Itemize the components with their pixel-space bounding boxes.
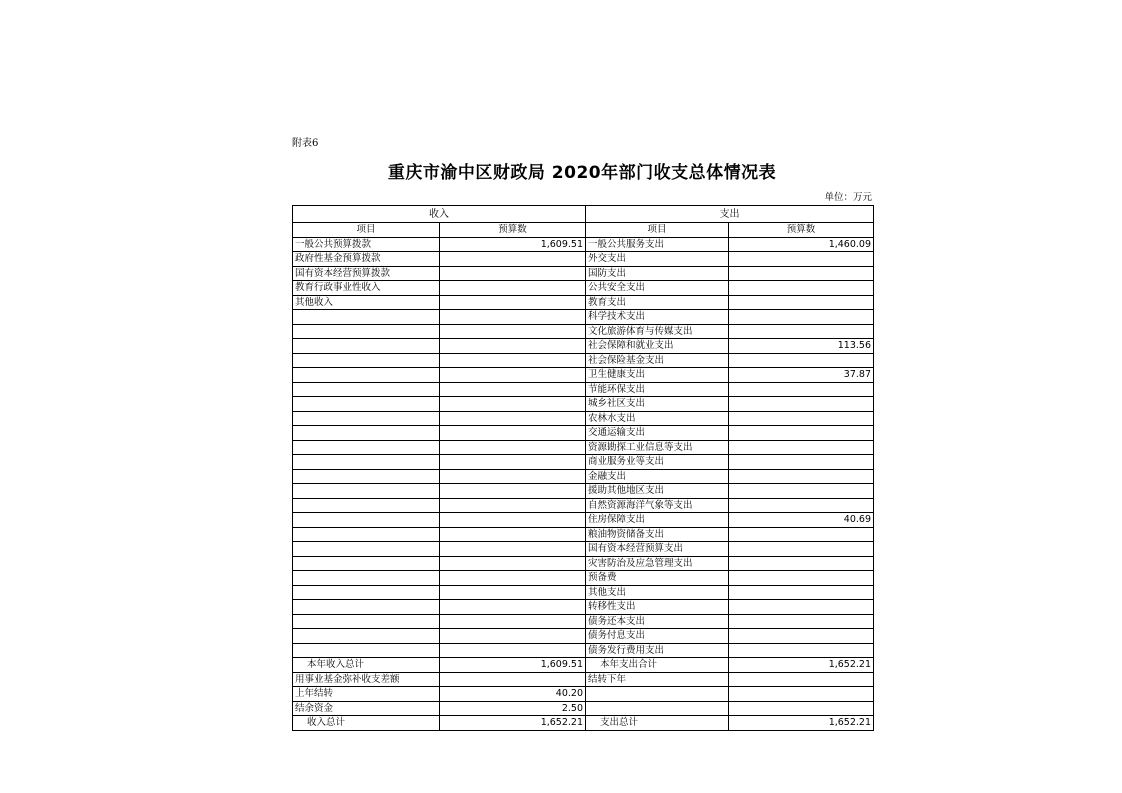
expense-item-cell: 文化旅游体育与传媒支出 bbox=[586, 324, 729, 339]
expense-item-cell: 债务付息支出 bbox=[586, 629, 729, 644]
income-value-cell bbox=[440, 368, 586, 383]
table-row bbox=[293, 658, 874, 673]
annex-label: 附表6 bbox=[292, 138, 319, 149]
income-header: 收入 bbox=[293, 206, 586, 223]
expense-item-cell: 科学技术支出 bbox=[586, 310, 729, 325]
income-item-cell bbox=[293, 455, 440, 470]
income-item-cell: 结余资金 bbox=[293, 701, 440, 716]
expense-value-cell bbox=[729, 382, 874, 397]
income-item-cell bbox=[293, 498, 440, 513]
table-row bbox=[293, 469, 874, 484]
table-row bbox=[293, 542, 874, 557]
expense-value-cell bbox=[729, 701, 874, 716]
table-row bbox=[293, 629, 874, 644]
expense-value-cell bbox=[729, 600, 874, 615]
expense-item-header: 项目 bbox=[586, 223, 729, 238]
expense-value-cell bbox=[729, 571, 874, 586]
expense-item-cell: 公共安全支出 bbox=[586, 281, 729, 296]
income-value-cell bbox=[440, 411, 586, 426]
income-value-cell bbox=[440, 310, 586, 325]
expense-value-cell bbox=[729, 614, 874, 629]
expense-item-cell bbox=[586, 687, 729, 702]
expense-item-cell: 城乡社区支出 bbox=[586, 397, 729, 412]
income-value-cell bbox=[440, 498, 586, 513]
table-row bbox=[293, 643, 874, 658]
income-item-cell bbox=[293, 556, 440, 571]
expense-item-cell: 一般公共服务支出 bbox=[586, 237, 729, 252]
expense-value-cell bbox=[729, 397, 874, 412]
expense-item-cell: 其他支出 bbox=[586, 585, 729, 600]
expense-value-cell bbox=[729, 556, 874, 571]
expense-item-cell: 预备费 bbox=[586, 571, 729, 586]
income-item-cell: 国有资本经营预算拨款 bbox=[293, 266, 440, 281]
income-value-cell bbox=[440, 484, 586, 499]
income-item-cell bbox=[293, 542, 440, 557]
table-row bbox=[293, 353, 874, 368]
budget-table bbox=[292, 205, 874, 731]
income-value-cell bbox=[440, 469, 586, 484]
table-row bbox=[293, 382, 874, 397]
expense-item-cell: 本年支出合计 bbox=[586, 658, 729, 673]
expense-value-cell bbox=[729, 310, 874, 325]
expense-value-cell bbox=[729, 455, 874, 470]
income-value-cell bbox=[440, 643, 586, 658]
expense-item-cell: 转移性支出 bbox=[586, 600, 729, 615]
expense-header: 支出 bbox=[586, 206, 874, 223]
expense-item-cell: 商业服务业等支出 bbox=[586, 455, 729, 470]
income-item-cell bbox=[293, 600, 440, 615]
expense-value-cell bbox=[729, 687, 874, 702]
income-item-cell: 收入总计 bbox=[293, 716, 440, 731]
expense-value-cell bbox=[729, 672, 874, 687]
expense-value-cell bbox=[729, 266, 874, 281]
expense-value-cell bbox=[729, 252, 874, 267]
table-row bbox=[293, 324, 874, 339]
expense-item-cell: 社会保障和就业支出 bbox=[586, 339, 729, 354]
table-row bbox=[293, 237, 874, 252]
income-item-cell: 上年结转 bbox=[293, 687, 440, 702]
income-value-cell bbox=[440, 281, 586, 296]
income-value-cell bbox=[440, 455, 586, 470]
income-value-cell bbox=[440, 542, 586, 557]
income-value-cell bbox=[440, 440, 586, 455]
table-row bbox=[293, 527, 874, 542]
income-item-cell bbox=[293, 310, 440, 325]
table-row bbox=[293, 571, 874, 586]
expense-value-cell: 1,460.09 bbox=[729, 237, 874, 252]
expense-value-cell bbox=[729, 440, 874, 455]
income-value-cell bbox=[440, 382, 586, 397]
table-row bbox=[293, 440, 874, 455]
expense-value-cell bbox=[729, 629, 874, 644]
expense-value-cell bbox=[729, 324, 874, 339]
expense-value-cell bbox=[729, 411, 874, 426]
income-value-cell bbox=[440, 252, 586, 267]
income-item-cell: 其他收入 bbox=[293, 295, 440, 310]
income-item-cell bbox=[293, 397, 440, 412]
income-value-cell bbox=[440, 585, 586, 600]
income-item-cell bbox=[293, 484, 440, 499]
table-row bbox=[293, 455, 874, 470]
expense-value-cell bbox=[729, 469, 874, 484]
table-row bbox=[293, 252, 874, 267]
expense-item-cell: 国有资本经营预算支出 bbox=[586, 542, 729, 557]
expense-item-cell: 粮油物资储备支出 bbox=[586, 527, 729, 542]
expense-value-cell bbox=[729, 498, 874, 513]
expense-value-cell bbox=[729, 353, 874, 368]
unit-label: 单位：万元 bbox=[824, 192, 872, 203]
expense-item-cell: 住房保障支出 bbox=[586, 513, 729, 528]
expense-item-cell: 节能环保支出 bbox=[586, 382, 729, 397]
income-value-cell: 40.20 bbox=[440, 687, 586, 702]
expense-value-cell bbox=[729, 426, 874, 441]
income-item-cell bbox=[293, 643, 440, 658]
income-item-cell bbox=[293, 614, 440, 629]
income-item-cell bbox=[293, 527, 440, 542]
table-row bbox=[293, 600, 874, 615]
table-row bbox=[293, 484, 874, 499]
expense-item-cell: 外交支出 bbox=[586, 252, 729, 267]
expense-value-cell: 37.87 bbox=[729, 368, 874, 383]
table-row bbox=[293, 397, 874, 412]
expense-item-cell: 交通运输支出 bbox=[586, 426, 729, 441]
expense-item-cell: 援助其他地区支出 bbox=[586, 484, 729, 499]
income-item-cell bbox=[293, 571, 440, 586]
expense-value-cell bbox=[729, 295, 874, 310]
table-row bbox=[293, 411, 874, 426]
table-row bbox=[293, 701, 874, 716]
table-row bbox=[293, 368, 874, 383]
income-item-cell: 教育行政事业性收入 bbox=[293, 281, 440, 296]
income-value-cell: 1,652.21 bbox=[440, 716, 586, 731]
expense-item-cell: 农林水支出 bbox=[586, 411, 729, 426]
expense-item-cell: 金融支出 bbox=[586, 469, 729, 484]
expense-item-cell: 灾害防治及应急管理支出 bbox=[586, 556, 729, 571]
table-row bbox=[293, 716, 874, 731]
expense-value-cell bbox=[729, 527, 874, 542]
expense-value-cell: 113.56 bbox=[729, 339, 874, 354]
expense-item-cell: 结转下年 bbox=[586, 672, 729, 687]
expense-value-cell bbox=[729, 643, 874, 658]
expense-value-cell: 1,652.21 bbox=[729, 658, 874, 673]
expense-value-cell bbox=[729, 484, 874, 499]
expense-item-cell: 教育支出 bbox=[586, 295, 729, 310]
expense-item-cell: 卫生健康支出 bbox=[586, 368, 729, 383]
expense-value-cell bbox=[729, 281, 874, 296]
table-row bbox=[293, 498, 874, 513]
income-value-cell: 2.50 bbox=[440, 701, 586, 716]
expense-budget-header: 预算数 bbox=[729, 223, 874, 238]
income-item-cell bbox=[293, 469, 440, 484]
table-row bbox=[293, 426, 874, 441]
income-item-cell bbox=[293, 324, 440, 339]
income-item-cell bbox=[293, 368, 440, 383]
income-value-cell bbox=[440, 324, 586, 339]
income-value-cell bbox=[440, 556, 586, 571]
table-row bbox=[293, 295, 874, 310]
income-value-cell bbox=[440, 353, 586, 368]
income-item-cell bbox=[293, 426, 440, 441]
income-item-cell: 用事业基金弥补收支差额 bbox=[293, 672, 440, 687]
table-row bbox=[293, 281, 874, 296]
income-item-cell bbox=[293, 339, 440, 354]
income-value-cell bbox=[440, 426, 586, 441]
expense-value-cell: 1,652.21 bbox=[729, 716, 874, 731]
income-item-cell: 一般公共预算拨款 bbox=[293, 237, 440, 252]
expense-item-cell: 支出总计 bbox=[586, 716, 729, 731]
expense-item-cell: 资源勘探工业信息等支出 bbox=[586, 440, 729, 455]
expense-item-cell: 国防支出 bbox=[586, 266, 729, 281]
table-row bbox=[293, 266, 874, 281]
income-value-cell bbox=[440, 527, 586, 542]
table-row bbox=[293, 687, 874, 702]
table-row bbox=[293, 339, 874, 354]
income-value-cell bbox=[440, 339, 586, 354]
income-value-cell bbox=[440, 571, 586, 586]
table-row bbox=[293, 672, 874, 687]
page-title: 重庆市渝中区财政局 2020年部门收支总体情况表 bbox=[387, 163, 777, 183]
expense-item-cell: 自然资源海洋气象等支出 bbox=[586, 498, 729, 513]
table-row bbox=[293, 585, 874, 600]
expense-value-cell: 40.69 bbox=[729, 513, 874, 528]
expense-value-cell bbox=[729, 585, 874, 600]
income-value-cell bbox=[440, 614, 586, 629]
income-value-cell: 1,609.51 bbox=[440, 237, 586, 252]
income-value-cell bbox=[440, 600, 586, 615]
income-item-cell bbox=[293, 353, 440, 368]
income-value-cell bbox=[440, 513, 586, 528]
table-row bbox=[293, 614, 874, 629]
income-value-cell bbox=[440, 397, 586, 412]
expense-item-cell: 债务发行费用支出 bbox=[586, 643, 729, 658]
expense-value-cell bbox=[729, 542, 874, 557]
table-row bbox=[293, 513, 874, 528]
income-value-cell bbox=[440, 629, 586, 644]
income-value-cell bbox=[440, 672, 586, 687]
income-value-cell bbox=[440, 266, 586, 281]
income-item-cell bbox=[293, 440, 440, 455]
income-item-cell: 本年收入总计 bbox=[293, 658, 440, 673]
income-item-cell bbox=[293, 513, 440, 528]
income-budget-header: 预算数 bbox=[440, 223, 586, 238]
table-row bbox=[293, 310, 874, 325]
income-item-cell bbox=[293, 629, 440, 644]
header-row-sections bbox=[293, 206, 874, 223]
expense-item-cell: 债务还本支出 bbox=[586, 614, 729, 629]
table-row bbox=[293, 556, 874, 571]
income-item-cell bbox=[293, 411, 440, 426]
income-value-cell bbox=[440, 295, 586, 310]
income-item-cell bbox=[293, 382, 440, 397]
income-value-cell: 1,609.51 bbox=[440, 658, 586, 673]
expense-item-cell bbox=[586, 701, 729, 716]
income-item-cell bbox=[293, 585, 440, 600]
expense-item-cell: 社会保险基金支出 bbox=[586, 353, 729, 368]
income-item-header: 项目 bbox=[293, 223, 440, 238]
header-row-columns bbox=[293, 223, 874, 238]
income-item-cell: 政府性基金预算拨款 bbox=[293, 252, 440, 267]
